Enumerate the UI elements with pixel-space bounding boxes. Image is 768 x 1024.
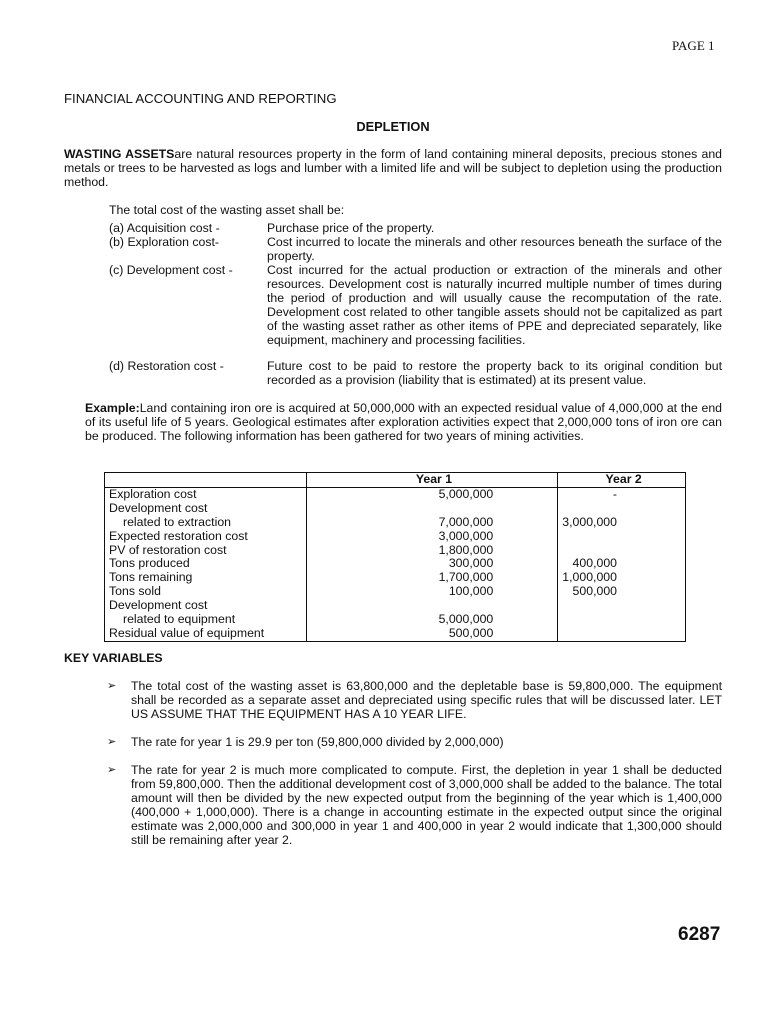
table-cell-year-1: 7,000,000 bbox=[306, 516, 558, 530]
table-cell-year-1: 5,000,000 bbox=[306, 613, 558, 627]
table-cell-label: Exploration cost bbox=[105, 487, 307, 501]
table-cell-year-1 bbox=[306, 502, 558, 516]
table-row bbox=[105, 516, 686, 530]
table-row bbox=[105, 571, 686, 585]
example-label: Example: bbox=[85, 401, 140, 415]
table-row bbox=[105, 487, 686, 501]
cost-item bbox=[109, 236, 722, 264]
total-cost-intro: The total cost of the wasting asset shall be: bbox=[109, 203, 345, 217]
cost-item-label: (a) Acquisition cost - bbox=[109, 221, 220, 235]
table-cell-year-1: 100,000 bbox=[306, 585, 558, 599]
table-cell-label: Expected restoration cost bbox=[105, 530, 307, 544]
course-title: FINANCIAL ACCOUNTING AND REPORTING bbox=[64, 91, 337, 106]
table-cell-year-1: 1,700,000 bbox=[306, 571, 558, 585]
table-header-year-1: Year 1 bbox=[306, 473, 558, 488]
mining-data-table bbox=[104, 472, 686, 642]
table-cell-label: Tons produced bbox=[105, 557, 307, 571]
key-variable-item bbox=[107, 764, 722, 847]
table-cell-label: PV of restoration cost bbox=[105, 544, 307, 558]
document-title: DEPLETION bbox=[356, 119, 430, 134]
table-cell-label: Development cost bbox=[105, 599, 307, 613]
cost-item-description: Future cost to be paid to restore the property back to its original condition but recorded as a provision (liability that is estimated) at its present value. bbox=[267, 359, 722, 387]
table-cell-year-2: 500,000 bbox=[558, 585, 686, 599]
cost-item-description: Cost incurred to locate the minerals and other resources beneath the surface of the property. bbox=[267, 235, 722, 263]
cost-item-label: (d) Restoration cost - bbox=[109, 359, 224, 373]
example-text: Land containing iron ore is acquired at 50,000,000 with an expected residual value of 4,000,000 at the end of its useful life of 5 years. Geological estimates after exploration activities expect that 2,000,000 tons of iron ore can be produced. The following information has been gathered for two years of mining activities. bbox=[85, 401, 722, 443]
cost-item bbox=[109, 360, 722, 388]
table-cell-year-2 bbox=[558, 613, 686, 627]
bullet-arrow-icon: ➢ bbox=[107, 680, 117, 692]
table-row bbox=[105, 613, 686, 627]
table-cell-year-2 bbox=[558, 530, 686, 544]
key-variable-text: The total cost of the wasting asset is 63,800,000 and the depletable base is 59,800,000. The equipment shall be recorded as a separate asset and depreciated using specific rules that will be discussed later. LET US ASSUME THAT THE EQUIPMENT HAS A 10 YEAR LIFE. bbox=[131, 679, 722, 721]
definition-text: are natural resources property in the form of land containing mineral deposits, precious stones and metals or trees to be harvested as logs and lumber with a limited life and will be subject to depletion using the production method. bbox=[64, 147, 722, 189]
bullet-arrow-icon: ➢ bbox=[107, 764, 117, 776]
table-cell-year-1 bbox=[306, 599, 558, 613]
table-row bbox=[105, 557, 686, 571]
table-cell-year-1: 5,000,000 bbox=[306, 487, 558, 501]
table-cell-label: related to equipment bbox=[105, 613, 307, 627]
table-cell-year-1: 1,800,000 bbox=[306, 544, 558, 558]
table-cell-year-2: 3,000,000 bbox=[558, 516, 686, 530]
table-row bbox=[105, 585, 686, 599]
table-row bbox=[105, 502, 686, 516]
table-cell-year-2 bbox=[558, 627, 686, 641]
cost-item-description: Purchase price of the property. bbox=[267, 221, 435, 235]
example-paragraph bbox=[85, 402, 722, 444]
table-cell-year-2 bbox=[558, 502, 686, 516]
table-cell-label: Tons remaining bbox=[105, 571, 307, 585]
table-cell-year-2: 400,000 bbox=[558, 557, 686, 571]
cost-item-description: Cost incurred for the actual production or extraction of the minerals and other resources. Development cost is naturally incurred multiple number of times during the period of production and will usually cause the recomputation of the rate. Development cost related to other tangible assets should not be capitalized as part of the wasting asset rather as other items of PPE and depreciated separately, like equipment, machinery and processing facilities. bbox=[267, 263, 722, 347]
page-label: PAGE 1 bbox=[672, 38, 715, 53]
table-cell-label: Development cost bbox=[105, 502, 307, 516]
definition-term: WASTING ASSETS bbox=[64, 147, 175, 161]
table-header-year-2: Year 2 bbox=[558, 473, 686, 488]
table-cell-label: Tons sold bbox=[105, 585, 307, 599]
key-variable-item bbox=[107, 736, 722, 750]
key-variables-heading: KEY VARIABLES bbox=[64, 651, 163, 665]
table-header-row bbox=[105, 473, 686, 488]
cost-item bbox=[109, 222, 722, 236]
page-number: 6287 bbox=[678, 924, 721, 945]
table-row bbox=[105, 599, 686, 613]
table-row bbox=[105, 627, 686, 641]
cost-item-label: (c) Development cost - bbox=[109, 263, 233, 277]
table-cell-year-2 bbox=[558, 599, 686, 613]
table-cell-year-2: 1,000,000 bbox=[558, 571, 686, 585]
cost-item-label: (b) Exploration cost- bbox=[109, 235, 220, 249]
bullet-arrow-icon: ➢ bbox=[107, 736, 117, 748]
table-cell-year-1: 3,000,000 bbox=[306, 530, 558, 544]
table-row bbox=[105, 530, 686, 544]
cost-item bbox=[109, 264, 722, 347]
table-cell-label: Residual value of equipment bbox=[105, 627, 307, 641]
key-variable-text: The rate for year 1 is 29.9 per ton (59,800,000 divided by 2,000,000) bbox=[131, 735, 504, 749]
table-cell-year-1: 300,000 bbox=[306, 557, 558, 571]
table-cell-year-1: 500,000 bbox=[306, 627, 558, 641]
table-cell-year-2 bbox=[558, 544, 686, 558]
key-variable-item bbox=[107, 680, 722, 722]
table-cell-label: related to extraction bbox=[105, 516, 307, 530]
key-variable-text: The rate for year 2 is much more complicated to compute. First, the depletion in year 1 shall be deducted from 59,800,000. Then the additional development cost of 3,000,000 shall be added to the balance. The total amount will then be divided by the new expected output from the beginning of the year which is 1,400,000 (400,000 + 1,000,000). There is a change in accounting estimate in the expected output since the original estimate was 2,000,000 and 300,000 in year 1 and 400,000 in year 2 would indicate that 1,300,000 should still be remaining after year 2. bbox=[131, 763, 722, 847]
definition-paragraph bbox=[64, 148, 722, 190]
table-cell-year-2: - bbox=[558, 487, 686, 501]
table-row bbox=[105, 544, 686, 558]
table-header-label bbox=[105, 473, 307, 488]
